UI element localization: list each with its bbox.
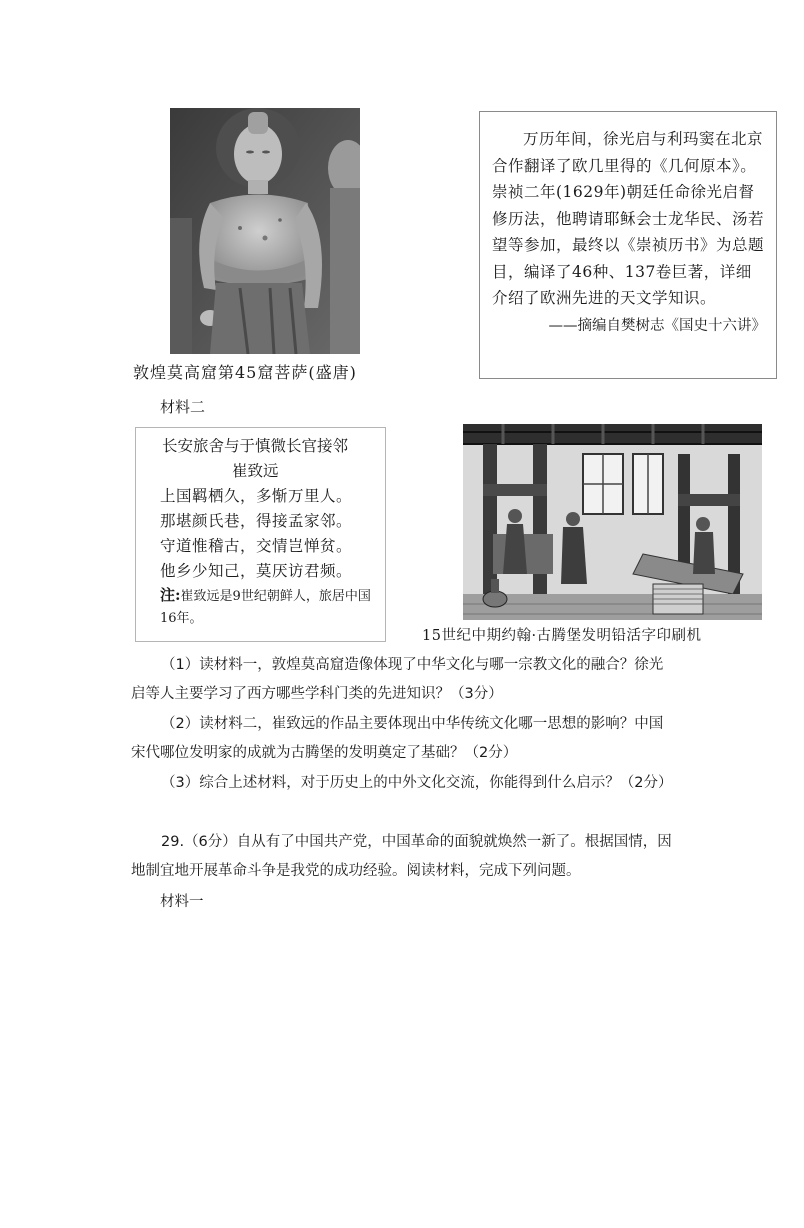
poem-line: 守道惟稽古，交情岂惮贫。 [160, 537, 353, 555]
poem-note-text: 崔致远是9世纪朝鲜人，旅居中国16年。 [160, 589, 371, 626]
poem-box [135, 427, 386, 642]
question-29-text: 29.（6分）自从有了中国共产党，中国革命的面貌就焕然一新了。根据国情，因地制宜地开展革命斗争是我党的成功经验。阅读材料，完成下列问题。 [131, 834, 672, 879]
question-2 [131, 710, 676, 768]
poem-note [160, 584, 379, 630]
xu-guangqi-text-box [479, 111, 777, 379]
question-1-text: （1）读材料一，敦煌莫高窟造像体现了中华文化与哪一宗教文化的融合？徐光启等人主要学习了西方哪些学科门类的先进知识？（3分） [131, 657, 664, 702]
material-one-label: 材料一 [160, 894, 204, 910]
buddha-statue-photo [170, 108, 360, 354]
poem-title: 长安旅舍与于慎微长官接邻 [162, 437, 349, 455]
poem-author: 崔致远 [232, 462, 279, 480]
xu-guangqi-paragraph: 万历年间，徐光启与利玛窦在北京合作翻译了欧几里得的《几何原本》。崇祯二年(1629年)朝廷任命徐光启督修历法，他聘请耶稣会士龙华民、汤若望等参加，最终以《崇祯历书》为总题目，编译了46种、137卷巨著，详细介绍了欧洲先进的天文学知识。 [492, 130, 765, 307]
buddha-photo-caption: 敦煌莫高窟第45窟菩萨(盛唐) [133, 363, 357, 382]
poem-line: 他乡少知己，莫厌访君频。 [160, 562, 353, 580]
printing-press-caption: 15世纪中期约翰·古腾堡发明铅活字印刷机 [422, 628, 702, 644]
printing-press-engraving [463, 424, 762, 620]
question-3 [131, 769, 676, 798]
question-29 [131, 828, 676, 886]
question-1 [131, 651, 676, 709]
poem-line: 上国羁栖久，多惭万里人。 [160, 487, 353, 505]
question-3-text: （3）综合上述材料，对于历史上的中外文化交流，你能得到什么启示？（2分） [161, 775, 673, 791]
question-2-text: （2）读材料二，崔致远的作品主要体现出中华传统文化哪一思想的影响？中国宋代哪位发明家的成就为古腾堡的发明奠定了基础？（2分） [131, 716, 664, 761]
material-two-label: 材料二 [160, 398, 206, 416]
poem-line: 那堪颜氏巷，得接孟家邻。 [160, 512, 353, 530]
xu-guangqi-source: ——摘编自樊树志《国史十六讲》 [548, 317, 766, 334]
poem-note-label: 注: [160, 586, 181, 604]
